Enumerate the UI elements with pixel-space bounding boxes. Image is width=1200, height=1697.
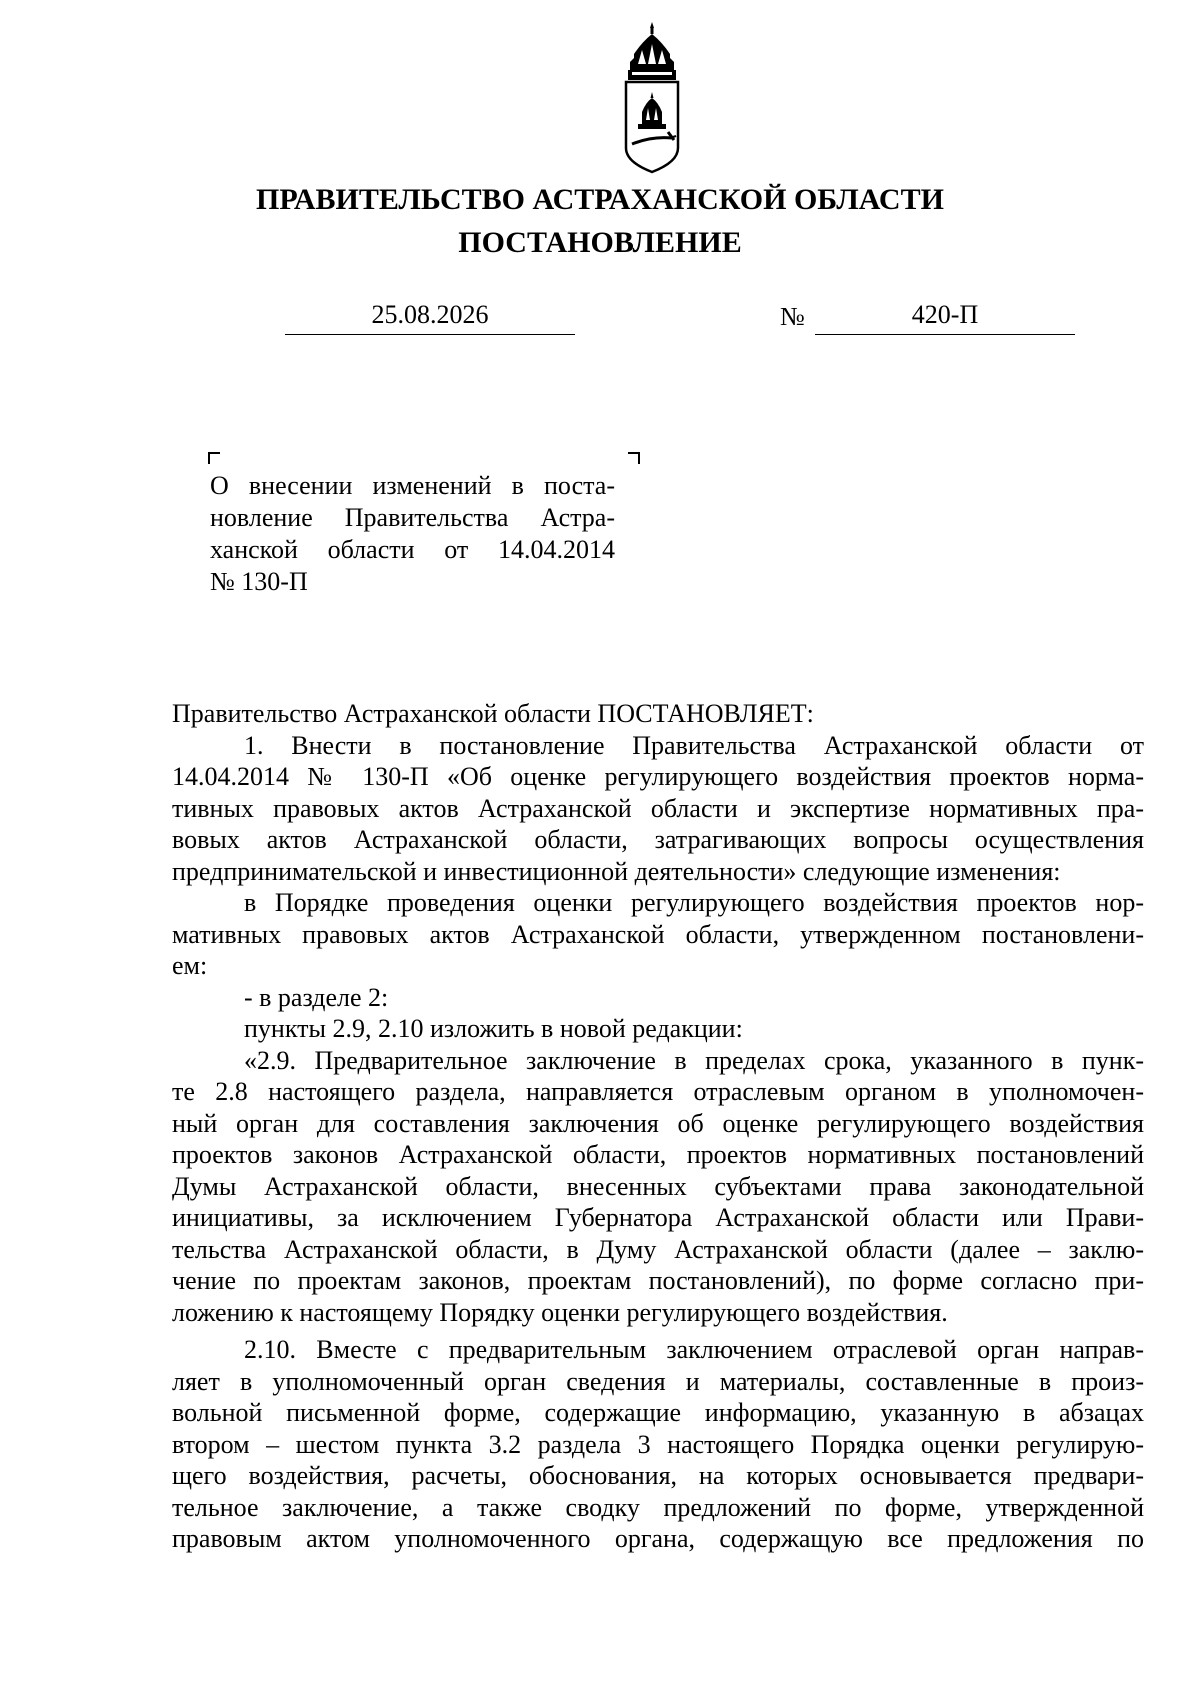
body-line: «2.9. Предварительное заключение в пределах срока, указанного в пунк-: [244, 1045, 1144, 1075]
body-line: мативных правовых актов Астраханской области, утвержденном постановлени-: [172, 919, 1144, 949]
subject-corner-right: [628, 452, 640, 464]
org-title: ПРАВИТЕЛЬСТВО АСТРАХАНСКОЙ ОБЛАСТИ: [256, 183, 944, 216]
body-line: - в разделе 2:: [244, 982, 389, 1012]
body-line: вовых актов Астраханской области, затрагивающих вопросы осуществления: [172, 825, 1144, 854]
body-line: втором – шестом пункта 3.2 раздела 3 настоящего Порядка оценки регулирую-: [172, 1429, 1144, 1459]
body-line: проектов законов Астраханской области, проектов нормативных постановлений: [172, 1140, 1144, 1169]
body-line: 2.10. Вместе с предварительным заключением отраслевой орган направ-: [244, 1335, 1144, 1364]
body-line: инициативы, за исключением Губернатора Астраханской области или Прави-: [172, 1203, 1144, 1232]
doc-type-title: ПОСТАНОВЛЕНИЕ: [458, 226, 742, 259]
body-line: пункты 2.9, 2.10 изложить в новой редакции:: [244, 1014, 743, 1043]
body-line: предпринимательской и инвестиционной деятельности» следующие изменения:: [172, 856, 1061, 886]
body-line: Думы Астраханской области, внесенных субъектами права законодательной: [172, 1171, 1144, 1201]
astrakhan-coat-of-arms-icon: [612, 20, 692, 175]
document-subject: [210, 470, 615, 598]
document-body: [172, 698, 1144, 1555]
body-line: тельное заключение, а также сводку предложений по форме, утвержденной: [172, 1492, 1144, 1522]
body-line: Правительство Астраханской области ПОСТАНОВЛЯЕТ:: [172, 699, 814, 728]
body-line: в Порядке проведения оценки регулирующего воздействия проектов нор-: [244, 888, 1144, 917]
body-line: 14.04.2014 № 130-П «Об оценке регулирующего воздействия проектов норма-: [172, 762, 1144, 791]
document-date: 25.08.2026: [285, 298, 575, 335]
subject-line: № 130-П: [210, 567, 308, 596]
body-line: ный орган для составления заключения об оценке регулирующего воздействия: [172, 1108, 1144, 1138]
body-line: ем:: [172, 951, 208, 980]
body-line: 1. Внести в постановление Правительства Астраханской области от: [244, 730, 1144, 760]
body-line: ложению к настоящему Порядку оценки регулирующего воздействия.: [172, 1297, 948, 1327]
body-line: вольной письменной форме, содержащие информацию, указанную в абзацах: [172, 1398, 1144, 1427]
subject-line: ханской области от 14.04.2014: [210, 535, 615, 564]
subject-line: О внесении изменений в поста-: [210, 471, 615, 500]
body-line: тельства Астраханской области, в Думу Астраханской области (далее – заклю-: [172, 1234, 1144, 1264]
document-number: 420-П: [815, 298, 1075, 335]
subject-corner-left: [208, 452, 220, 464]
number-sign: №: [780, 302, 805, 331]
subject-line: новление Правительства Астра-: [210, 503, 615, 532]
body-line: правовым актом уполномоченного органа, содержащую все предложения по: [172, 1524, 1144, 1553]
body-line: щего воздействия, расчеты, обоснования, на которых основывается предвари-: [172, 1461, 1144, 1490]
body-line: ляет в уполномоченный орган сведения и материалы, составленные в произ-: [172, 1366, 1144, 1396]
body-line: те 2.8 настоящего раздела, направляется отраслевым органом в уполномочен-: [172, 1077, 1144, 1106]
body-line: чение по проектам законов, проектам постановлений), по форме согласно при-: [172, 1266, 1144, 1295]
body-line: тивных правовых актов Астраханской области и экспертизе нормативных пра-: [172, 793, 1144, 823]
